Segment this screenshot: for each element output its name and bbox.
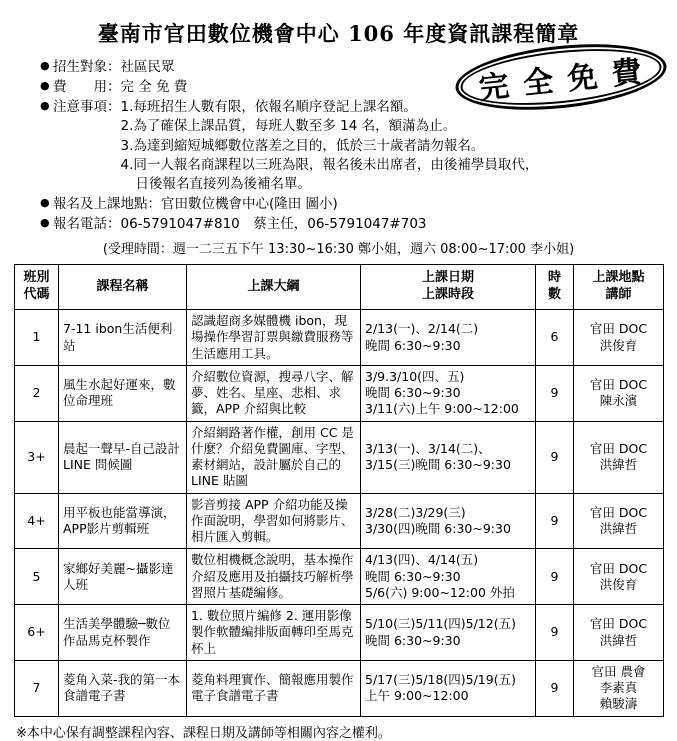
cell-hours: 9 <box>536 549 574 605</box>
cell-code: 3+ <box>15 421 59 493</box>
cell-date-line: 5/6(六) 9:00~12:00 外拍 <box>365 584 515 600</box>
cell-code: 1 <box>15 310 59 366</box>
cell-place-line: 官田 DOC <box>589 440 648 456</box>
bullet-label: 費 用：完 全 免 費 <box>53 79 188 96</box>
cell-outline: 影音剪接 APP 介紹功能及操作面說明，學習如何將影片、相片匯入剪輯。 <box>187 493 361 549</box>
header-date-line1: 上課日期 <box>421 270 474 286</box>
service-hours-line: (受理時間：週一二三五下午 13:30~16:30 鄭小姐，週六 08:00~17:00 李小姐) <box>102 242 575 258</box>
cell-place <box>574 660 664 716</box>
cell-place-line: 洪俊育 <box>599 576 638 592</box>
cell-date-line: 3/28(二)3/29(三) <box>365 504 466 520</box>
table-header-row <box>15 265 664 310</box>
header-outline: 上課大綱 <box>187 265 361 310</box>
cell-place-line: 官田 DOC <box>589 560 648 576</box>
cell-place-line: 洪緯哲 <box>599 632 638 648</box>
cell-course-name: 風生水起好運來，數位命理班 <box>59 365 187 421</box>
header-place <box>574 265 664 310</box>
header-date <box>361 265 536 310</box>
bullet-label: 招生對象：社區民眾 <box>53 59 175 75</box>
cell-date-line: 3/9.3/10(四、五) <box>365 368 465 384</box>
cell-hours: 9 <box>536 421 574 493</box>
cell-place-line: 陳永濱 <box>599 393 638 409</box>
cell-place-line: 官田 DOC <box>589 504 648 520</box>
cell-date <box>361 493 536 549</box>
header-place-line1: 上課地點 <box>592 270 645 286</box>
header-hours-line2: 數 <box>547 287 561 303</box>
cell-hours: 9 <box>536 660 574 716</box>
registration-phone: 報名電話：06-5791047#810 蔡主任，06-5791047#703 <box>53 216 427 233</box>
cell-date-line: 晚間 6:30~9:30 <box>365 632 461 648</box>
cell-outline: 介紹數位資源，搜尋八字、解夢、姓名、星座、悲相、求籤，APP 介紹與比較 <box>187 365 361 421</box>
note-item-continued: 日後報名直接列為後補名單。 <box>135 175 311 192</box>
header-place-line2: 講師 <box>605 287 632 303</box>
cell-place-line: 洪俊育 <box>599 337 638 353</box>
cell-course-name: 用平板也能當導演，APP影片剪輯班 <box>59 493 187 549</box>
bullet-dot-icon: ● <box>40 59 50 72</box>
bullet-item <box>40 195 663 214</box>
cell-hours: 9 <box>536 605 574 661</box>
table-row <box>15 310 664 366</box>
cell-place-line: 官田 農會 <box>591 663 646 679</box>
cell-date-line: 2/13(一)、2/14(二) <box>365 321 479 337</box>
table-row <box>15 493 664 549</box>
cell-course-name: 7-11 ibon生活便利站 <box>59 310 187 366</box>
bullet-dot-icon: ● <box>40 196 50 210</box>
cell-date-line: 4/13(四)、4/14(五) <box>365 552 479 568</box>
cell-place-line: 官田 DOC <box>589 321 648 337</box>
cell-course-name: 菱角入菜-我的第一本食譜電子書 <box>59 660 187 716</box>
cell-outline: 介紹網路著作權，創用 CC 是什麼？介紹免費圖庫、字型、素材網站，設計屬於自己的 LINE 貼圖 <box>187 421 361 493</box>
cell-date-line: 5/17(三)5/18(四)5/19(五) <box>365 672 516 688</box>
cell-date <box>361 365 536 421</box>
cell-place-line: 洪緯哲 <box>599 457 638 473</box>
cell-date-line: 晚間 6:30~9:30 <box>365 337 461 353</box>
cell-date-line: 5/10(三)5/11(四)5/12(五) <box>365 616 516 632</box>
cell-outline: 1. 數位照片編修 2. 運用影像製作軟體編排版面轉印至馬克杯上 <box>187 605 361 661</box>
cell-code: 2 <box>15 365 59 421</box>
cell-place-line: 官田 DOC <box>589 377 648 393</box>
notes-list <box>121 98 664 194</box>
cell-course-name: 生活美學體驗─數位作品馬克杯製作 <box>59 605 187 661</box>
bullet-dot-icon: ● <box>40 79 50 93</box>
cell-date-line: 晚間 6:30~9:30 <box>365 385 461 401</box>
table-row <box>15 365 664 421</box>
cell-place <box>574 493 664 549</box>
cell-code: 4+ <box>15 493 59 549</box>
course-table <box>14 264 664 716</box>
cell-place <box>574 310 664 366</box>
registration-location: 報名及上課地點：官田數位機會中心(隆田 圖小) <box>53 196 338 213</box>
header-hours-line1: 時 <box>547 270 561 286</box>
cell-date-line: 晚間 6:30~9:30 <box>365 568 461 584</box>
cell-date <box>361 421 536 493</box>
bullet-dot-icon: ● <box>40 216 50 230</box>
table-row <box>15 605 664 661</box>
cell-place <box>574 365 664 421</box>
cell-code: 7 <box>15 660 59 716</box>
cell-course-name: 家鄉好美麗~攝影達人班 <box>59 549 187 605</box>
cell-date <box>361 549 536 605</box>
cell-code: 6+ <box>15 605 59 661</box>
notes-block <box>53 98 663 194</box>
cell-course-name: 晨起一聲早-自己設計 LINE 問候圖 <box>59 421 187 493</box>
cell-date <box>361 310 536 366</box>
header-hours <box>536 265 574 310</box>
cell-date-line: 3/13(一)、3/14(二)、 <box>365 440 491 456</box>
cell-place-line: 官田 DOC <box>589 616 648 632</box>
header-course-name: 課程名稱 <box>59 265 187 310</box>
note-item: 3.為達到縮短城鄉數位落差之目的，低於三十歲者請勿報名。 <box>120 137 485 154</box>
note-item: 4.同一人報名商課程以三班為限，報名後未出席者，由後補學員取代， <box>120 156 539 173</box>
bullet-item <box>40 215 663 234</box>
table-row <box>15 549 664 605</box>
header-date-line2: 上課時段 <box>421 287 474 303</box>
cell-hours: 9 <box>536 365 574 421</box>
cell-hours: 6 <box>536 310 574 366</box>
header-code-line1: 班別 <box>23 270 50 286</box>
cell-date <box>361 605 536 661</box>
cell-date-line: 3/11(六)上午 9:00~12:00 <box>365 401 519 417</box>
stamp-text: 完 全 免 費 <box>477 54 646 107</box>
footnote: ※本中心保有調整課程內容、課程日期及講師等相關內容之權利。 <box>16 725 391 741</box>
cell-place-line: 李素真 <box>599 680 638 696</box>
page-title: 臺南市官田數位機會中心 106 年度資訊課程簡章 <box>97 21 580 46</box>
cell-place-line: 洪緯哲 <box>599 521 638 537</box>
cell-place <box>574 549 664 605</box>
bullet-item-notes <box>40 98 663 194</box>
cell-hours: 9 <box>536 493 574 549</box>
cell-outline: 數位相機概念說明，基本操作介紹及應用及拍攝技巧解析學習照片基礎編修。 <box>187 549 361 605</box>
cell-date-line: 3/15(三)晚間 6:30~9:30 <box>365 457 511 473</box>
bullet-dot-icon: ● <box>40 99 50 113</box>
cell-date-line: 上午 9:00~12:00 <box>365 688 469 704</box>
cell-date-line: 3/30(四)晚間 6:30~9:30 <box>365 521 511 537</box>
notes-label: 注意事項： <box>53 99 121 116</box>
cell-code: 5 <box>15 549 59 605</box>
cell-place <box>574 605 664 661</box>
cell-outline: 菱角料理實作、簡報應用製作電子食譜電子書 <box>187 660 361 716</box>
cell-place-line: 賴駿濤 <box>599 696 638 712</box>
table-row <box>15 660 664 716</box>
header-code <box>15 265 59 310</box>
note-item: 1.每班招生人數有限，依報名順序登記上課名額。 <box>120 99 417 116</box>
table-row <box>15 421 664 493</box>
cell-place <box>574 421 664 493</box>
cell-outline: 認識超商多媒體機 ibon，現場操作學習訂票與繳費服務等生活應用工具。 <box>187 310 361 366</box>
header-code-line2: 代碼 <box>23 287 50 303</box>
note-item: 2.為了確保上課品質，每班人數至多 14 名，額滿為止。 <box>120 118 457 135</box>
cell-date <box>361 660 536 716</box>
